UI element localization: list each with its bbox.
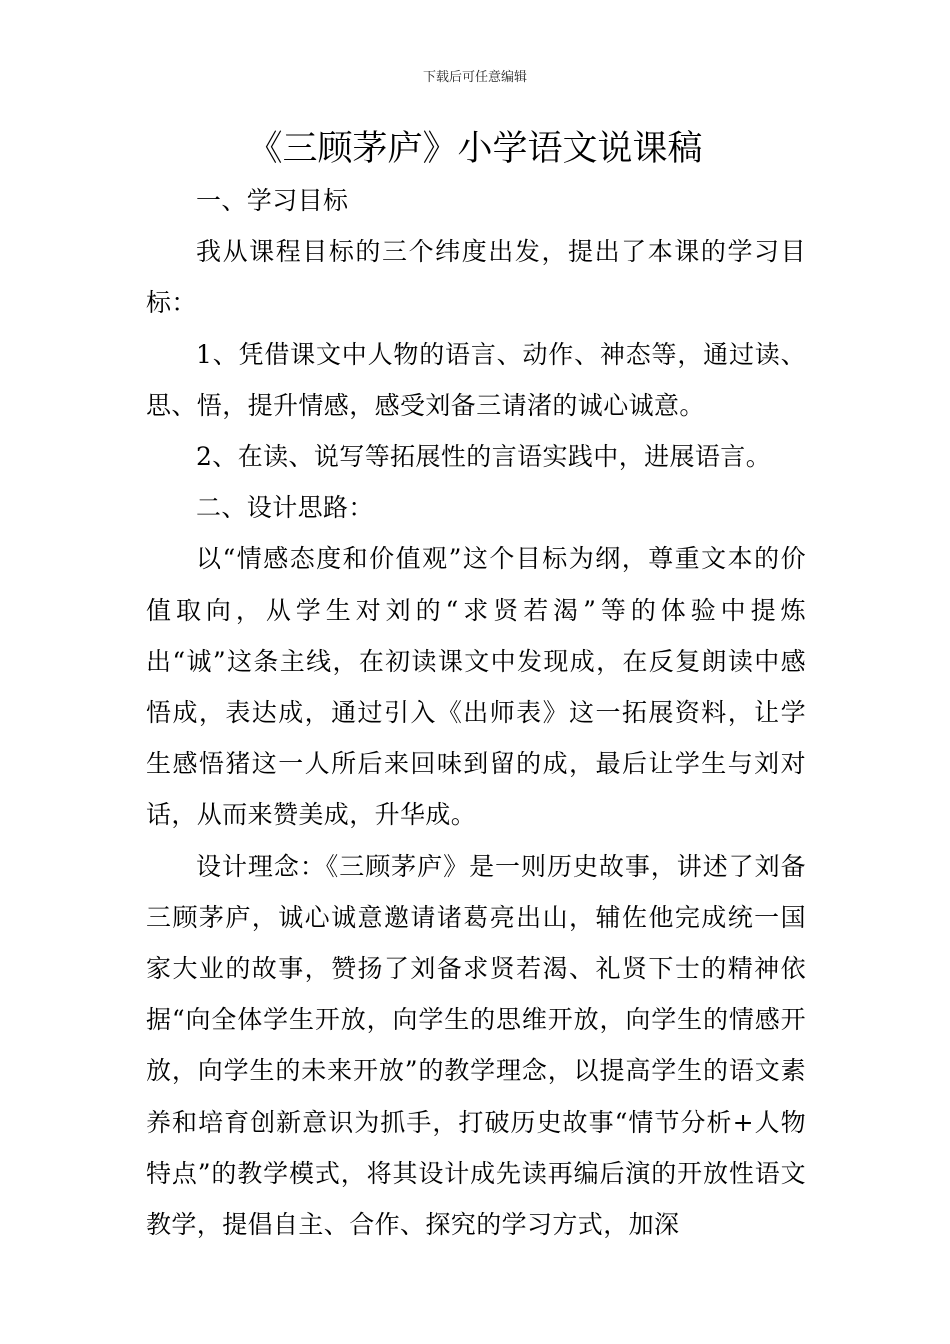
paragraph-goal-2: 2、在读、说写等拓展性的言语实践中，进展语言。	[196, 442, 772, 472]
document-body	[146, 175, 806, 1250]
paragraph-goal-1: 1、凭借课文中人物的语言、动作、神态等，通过读、思、悟，提升情感，感受刘备三请渚的诚心诚意。	[146, 339, 806, 420]
section-heading-design: 二、设计思路：	[196, 493, 374, 523]
paragraph-design-approach: 以“情感态度和价值观”这个目标为纲，尊重文本的价值取向，从学生对刘的“求贤若渴”等的体验中提炼出“诚”这条主线，在初读课文中发现成，在反复朗读中感悟成，表达成，通过引入《出师表》这一拓展资料，让学生感悟猪这一人所后来回味到留的成，最后让学生与刘对话，从而来赞美成，升华成。	[146, 544, 806, 830]
paragraph-goals-intro: 我从课程目标的三个纬度出发，提出了本课的学习目标：	[146, 237, 806, 318]
page-header-note: 下载后可任意编辑	[422, 70, 527, 85]
document-title: 《三顾茅庐》小学语文说课稿	[247, 129, 703, 169]
section-heading-goals: 一、学习目标	[196, 186, 349, 215]
paragraph-design-concept: 设计理念：《三顾茅庐》是一则历史故事，讲述了刘备三顾茅庐，诚心诚意邀请诸葛亮出山，辅佐他完成统一国家大业的故事，赞扬了刘备求贤若渴、礼贤下士的精神依据“向全体学生开放，向学生的思维开放，向学生的情感开放，向学生的未来开放”的教学理念，以提高学生的语文素养和培育创新意识为抓手，打破历史故事“情节分析+人物特点”的教学模式，将其设计成先读再编后演的开放性语文教学，提倡自主、合作、探究的学习方式，加深	[146, 851, 806, 1240]
